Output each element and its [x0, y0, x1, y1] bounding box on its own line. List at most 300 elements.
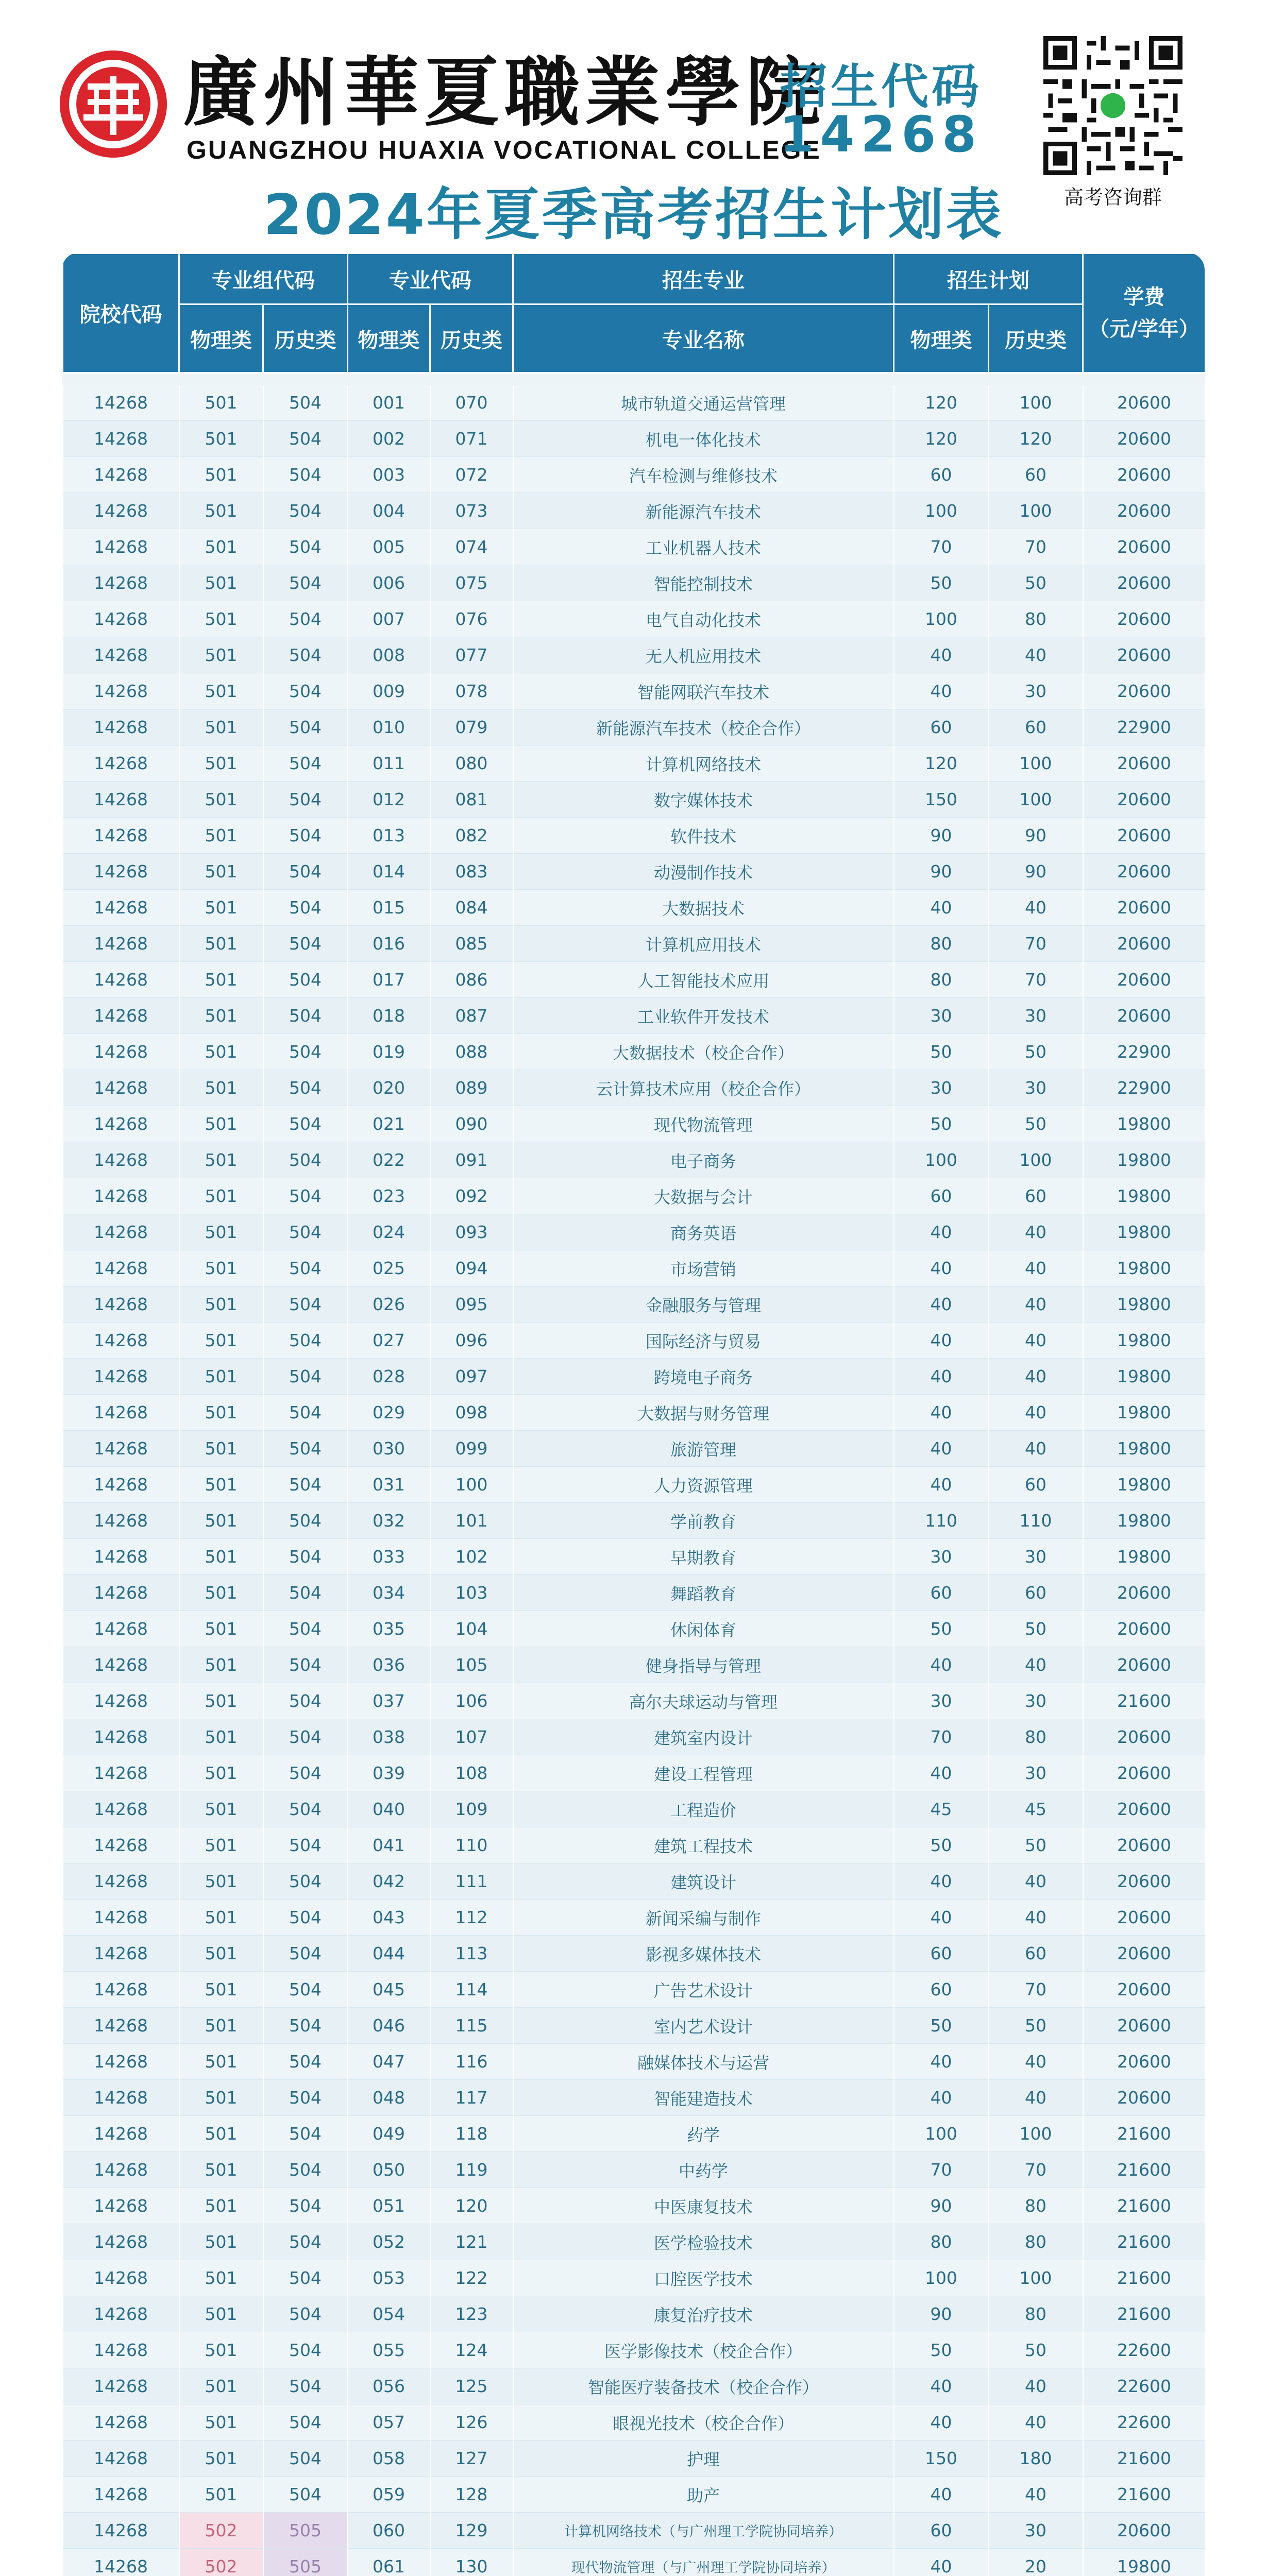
cell-major-name: 中药学: [513, 2152, 894, 2188]
cell-plan-physics: 60: [894, 1575, 989, 1611]
cell-group-physics: 501: [179, 673, 263, 709]
cell-major-physics: 031: [348, 1467, 430, 1503]
cell-plan-physics: 50: [894, 1827, 989, 1863]
cell-plan-physics: 40: [894, 637, 989, 673]
cell-fee: 20600: [1083, 926, 1205, 962]
cell-school-code: 14268: [63, 637, 179, 673]
cell-major-physics: 038: [348, 1719, 430, 1755]
cell-group-history: 504: [263, 637, 348, 673]
table-row: [63, 1070, 1205, 1106]
table-row: [63, 1034, 1205, 1070]
cell-plan-physics: 70: [894, 529, 989, 565]
cell-major-history: 078: [430, 673, 513, 709]
cell-plan-history: 50: [989, 1611, 1083, 1647]
cell-major-physics: 017: [348, 962, 430, 998]
cell-group-history: 504: [263, 2188, 348, 2224]
cell-group-physics: 501: [179, 385, 263, 421]
cell-group-history: 504: [263, 1900, 348, 1936]
cell-group-physics: 501: [179, 2224, 263, 2260]
cell-plan-physics: 40: [894, 1647, 989, 1683]
cell-group-physics: 501: [179, 818, 263, 854]
cell-major-physics: 024: [348, 1214, 430, 1250]
cell-major-history: 092: [430, 1178, 513, 1214]
cell-school-code: 14268: [63, 2008, 179, 2044]
cell-group-history: 504: [263, 1431, 348, 1467]
cell-major-physics: 014: [348, 854, 430, 890]
cell-plan-history: 20: [989, 2549, 1083, 2576]
cell-plan-physics: 100: [894, 601, 989, 637]
cell-school-code: 14268: [63, 529, 179, 565]
table-row: [63, 1755, 1205, 1791]
table-row: [63, 1719, 1205, 1755]
cell-major-physics: 022: [348, 1142, 430, 1178]
header-major-physics: 物理类: [348, 304, 430, 373]
cell-major-physics: 029: [348, 1395, 430, 1431]
cell-major-name: 金融服务与管理: [513, 1286, 894, 1323]
table-row: [63, 709, 1205, 745]
cell-fee: 20600: [1083, 1755, 1205, 1791]
cell-fee: 20600: [1083, 2080, 1205, 2116]
table-row: [63, 1503, 1205, 1539]
cell-plan-physics: 150: [894, 782, 989, 818]
cell-school-code: 14268: [63, 818, 179, 854]
cell-group-history: 504: [263, 1791, 348, 1827]
header-plan-history: 历史类: [989, 304, 1083, 373]
table-row: [63, 601, 1205, 637]
cell-major-physics: 011: [348, 745, 430, 782]
table-row: [63, 2513, 1205, 2549]
cell-plan-history: 50: [989, 1106, 1083, 1142]
cell-major-name: 电子商务: [513, 1142, 894, 1178]
cell-plan-history: 40: [989, 2477, 1083, 2513]
cell-group-history: 504: [263, 2080, 348, 2116]
cell-school-code: 14268: [63, 1142, 179, 1178]
cell-major-history: 091: [430, 1142, 513, 1178]
cell-major-physics: 003: [348, 457, 430, 493]
cell-school-code: 14268: [63, 1575, 179, 1611]
cell-group-physics: 501: [179, 1323, 263, 1359]
cell-major-history: 119: [430, 2152, 513, 2188]
cell-plan-history: 70: [989, 2152, 1083, 2188]
cell-major-history: 129: [430, 2513, 513, 2549]
cell-fee: 22600: [1083, 2332, 1205, 2368]
cell-group-physics: 501: [179, 1106, 263, 1142]
cell-major-physics: 056: [348, 2368, 430, 2404]
cell-plan-history: 40: [989, 890, 1083, 926]
cell-group-history: 504: [263, 1575, 348, 1611]
cell-school-code: 14268: [63, 1467, 179, 1503]
cell-group-physics: 501: [179, 745, 263, 782]
cell-major-name: 助产: [513, 2477, 894, 2513]
table-row: [63, 1395, 1205, 1431]
table-row: [63, 2441, 1205, 2477]
table-row: [63, 529, 1205, 565]
header-fee: 学费 （元/学年）: [1083, 253, 1205, 373]
cell-major-name: 建筑工程技术: [513, 1827, 894, 1863]
cell-fee: 19800: [1083, 1539, 1205, 1575]
cell-group-physics: 501: [179, 1791, 263, 1827]
cell-plan-history: 40: [989, 1863, 1083, 1900]
table-row: [63, 854, 1205, 890]
cell-group-physics: 501: [179, 1286, 263, 1323]
cell-major-name: 大数据技术: [513, 890, 894, 926]
cell-plan-history: 80: [989, 2188, 1083, 2224]
cell-school-code: 14268: [63, 2332, 179, 2368]
cell-fee: 21600: [1083, 2260, 1205, 2296]
cell-major-history: 073: [430, 493, 513, 529]
cell-major-physics: 034: [348, 1575, 430, 1611]
table-row: [63, 2152, 1205, 2188]
cell-plan-physics: 40: [894, 2080, 989, 2116]
cell-plan-physics: 40: [894, 1286, 989, 1323]
table-row: [63, 2008, 1205, 2044]
cell-plan-physics: 40: [894, 2477, 989, 2513]
cell-plan-history: 40: [989, 2404, 1083, 2441]
cell-school-code: 14268: [63, 2080, 179, 2116]
cell-major-physics: 005: [348, 529, 430, 565]
cell-major-name: 国际经济与贸易: [513, 1323, 894, 1359]
cell-fee: 20600: [1083, 818, 1205, 854]
cell-plan-physics: 90: [894, 2296, 989, 2332]
cell-group-history: 504: [263, 2224, 348, 2260]
cell-major-history: 111: [430, 1863, 513, 1900]
cell-plan-history: 40: [989, 1431, 1083, 1467]
cell-major-history: 113: [430, 1936, 513, 1972]
cell-plan-physics: 120: [894, 745, 989, 782]
cell-major-physics: 033: [348, 1539, 430, 1575]
cell-group-physics: 501: [179, 1467, 263, 1503]
cell-school-code: 14268: [63, 962, 179, 998]
cell-school-code: 14268: [63, 2296, 179, 2332]
cell-major-history: 083: [430, 854, 513, 890]
header-plan: 招生计划: [894, 253, 1083, 304]
cell-major-history: 130: [430, 2549, 513, 2576]
table-row: [63, 1214, 1205, 1250]
cell-group-physics: 501: [179, 1611, 263, 1647]
header-major-code: 专业代码: [348, 253, 513, 304]
cell-fee: 20600: [1083, 1719, 1205, 1755]
cell-school-code: 14268: [63, 1323, 179, 1359]
cell-major-history: 127: [430, 2441, 513, 2477]
cell-plan-history: 100: [989, 1142, 1083, 1178]
table-row: [63, 1539, 1205, 1575]
cell-major-name: 融媒体技术与运营: [513, 2044, 894, 2080]
cell-major-physics: 049: [348, 2116, 430, 2152]
cell-major-physics: 021: [348, 1106, 430, 1142]
cell-plan-history: 45: [989, 1791, 1083, 1827]
cell-group-history: 504: [263, 1106, 348, 1142]
cell-plan-physics: 40: [894, 1323, 989, 1359]
cell-group-history: 504: [263, 1647, 348, 1683]
cell-fee: 20600: [1083, 854, 1205, 890]
cell-fee: 22900: [1083, 709, 1205, 745]
cell-plan-physics: 40: [894, 2368, 989, 2404]
table-row: [63, 1863, 1205, 1900]
cell-school-code: 14268: [63, 385, 179, 421]
cell-major-name: 大数据与会计: [513, 1178, 894, 1214]
cell-group-history: 504: [263, 1250, 348, 1286]
cell-plan-physics: 40: [894, 1214, 989, 1250]
cell-group-physics: 501: [179, 637, 263, 673]
cell-school-code: 14268: [63, 1936, 179, 1972]
cell-fee: 20600: [1083, 1900, 1205, 1936]
cell-group-physics: 501: [179, 2188, 263, 2224]
cell-major-history: 103: [430, 1575, 513, 1611]
cell-major-history: 088: [430, 1034, 513, 1070]
cell-major-name: 人力资源管理: [513, 1467, 894, 1503]
cell-group-physics: 501: [179, 1142, 263, 1178]
cell-major-history: 096: [430, 1323, 513, 1359]
cell-major-history: 125: [430, 2368, 513, 2404]
cell-group-history: 504: [263, 1467, 348, 1503]
cell-school-code: 14268: [63, 2441, 179, 2477]
cell-group-physics: 501: [179, 565, 263, 601]
table-row: [63, 1286, 1205, 1323]
cell-fee: 21600: [1083, 1683, 1205, 1719]
cell-fee: 20600: [1083, 457, 1205, 493]
cell-fee: 19800: [1083, 1431, 1205, 1467]
cell-major-name: 新闻采编与制作: [513, 1900, 894, 1936]
cell-major-name: 数字媒体技术: [513, 782, 894, 818]
cell-group-physics: 501: [179, 1647, 263, 1683]
cell-major-name: 智能网联汽车技术: [513, 673, 894, 709]
cell-major-history: 110: [430, 1827, 513, 1863]
cell-major-name: 大数据技术（校企合作）: [513, 1034, 894, 1070]
cell-school-code: 14268: [63, 1359, 179, 1395]
cell-plan-history: 100: [989, 2260, 1083, 2296]
cell-group-physics: 501: [179, 2368, 263, 2404]
cell-fee: 20600: [1083, 2044, 1205, 2080]
cell-major-name: 舞蹈教育: [513, 1575, 894, 1611]
cell-school-code: 14268: [63, 998, 179, 1034]
cell-school-code: 14268: [63, 890, 179, 926]
cell-group-history: 504: [263, 1503, 348, 1539]
cell-group-history: 504: [263, 1611, 348, 1647]
cell-major-physics: 015: [348, 890, 430, 926]
cell-fee: 20600: [1083, 385, 1205, 421]
cell-major-name: 计算机网络技术（与广州理工学院协同培养）: [513, 2513, 894, 2549]
cell-group-history: 504: [263, 565, 348, 601]
cell-school-code: 14268: [63, 1863, 179, 1900]
cell-group-physics: 501: [179, 1755, 263, 1791]
cell-fee: 20600: [1083, 529, 1205, 565]
cell-major-physics: 008: [348, 637, 430, 673]
cell-plan-physics: 90: [894, 2188, 989, 2224]
cell-plan-physics: 40: [894, 1900, 989, 1936]
cell-group-history: 504: [263, 421, 348, 457]
cell-plan-physics: 50: [894, 565, 989, 601]
cell-major-physics: 010: [348, 709, 430, 745]
cell-major-history: 116: [430, 2044, 513, 2080]
cell-plan-physics: 30: [894, 998, 989, 1034]
cell-major-physics: 061: [348, 2549, 430, 2576]
cell-major-history: 124: [430, 2332, 513, 2368]
cell-school-code: 14268: [63, 1972, 179, 2008]
table-row: [63, 1647, 1205, 1683]
header-major-history: 历史类: [430, 304, 513, 373]
cell-major-name: 高尔夫球运动与管理: [513, 1683, 894, 1719]
cell-school-code: 14268: [63, 1070, 179, 1106]
cell-plan-physics: 30: [894, 1539, 989, 1575]
cell-major-physics: 019: [348, 1034, 430, 1070]
cell-major-name: 新能源汽车技术（校企合作）: [513, 709, 894, 745]
cell-major-physics: 057: [348, 2404, 430, 2441]
header-major-name: 专业名称: [513, 304, 894, 373]
table-row: [63, 2368, 1205, 2404]
cell-major-history: 079: [430, 709, 513, 745]
header-plan-physics: 物理类: [894, 304, 989, 373]
cell-group-history: 504: [263, 2044, 348, 2080]
table-row: [63, 1611, 1205, 1647]
cell-plan-history: 100: [989, 782, 1083, 818]
cell-plan-physics: 40: [894, 1755, 989, 1791]
cell-major-physics: 037: [348, 1683, 430, 1719]
cell-plan-history: 80: [989, 601, 1083, 637]
table-row: [63, 1972, 1205, 2008]
table-row: [63, 2332, 1205, 2368]
cell-school-code: 14268: [63, 2044, 179, 2080]
cell-group-history: 504: [263, 1719, 348, 1755]
cell-group-physics: 501: [179, 2296, 263, 2332]
cell-group-history: 504: [263, 2441, 348, 2477]
cell-plan-physics: 100: [894, 2116, 989, 2152]
cell-major-name: 旅游管理: [513, 1431, 894, 1467]
table-row: [63, 745, 1205, 782]
cell-fee: 19800: [1083, 1106, 1205, 1142]
cell-group-history: 504: [263, 1034, 348, 1070]
cell-school-code: 14268: [63, 2549, 179, 2576]
table-row: [63, 782, 1205, 818]
cell-school-code: 14268: [63, 1431, 179, 1467]
cell-school-code: 14268: [63, 1611, 179, 1647]
cell-major-history: 074: [430, 529, 513, 565]
table-row: [63, 1250, 1205, 1286]
cell-group-physics: 502: [179, 2549, 263, 2576]
cell-major-name: 医学影像技术（校企合作）: [513, 2332, 894, 2368]
cell-group-history: 504: [263, 1755, 348, 1791]
cell-major-physics: 004: [348, 493, 430, 529]
cell-group-history: 504: [263, 2296, 348, 2332]
cell-major-name: 市场营销: [513, 1250, 894, 1286]
cell-major-history: 097: [430, 1359, 513, 1395]
cell-plan-history: 40: [989, 1250, 1083, 1286]
cell-school-code: 14268: [63, 1539, 179, 1575]
cell-major-physics: 032: [348, 1503, 430, 1539]
cell-fee: 19800: [1083, 1214, 1205, 1250]
cell-major-physics: 009: [348, 673, 430, 709]
cell-plan-history: 30: [989, 2513, 1083, 2549]
cell-plan-physics: 30: [894, 1683, 989, 1719]
cell-school-code: 14268: [63, 1106, 179, 1142]
cell-group-history: 504: [263, 2368, 348, 2404]
cell-major-history: 075: [430, 565, 513, 601]
cell-group-history: 504: [263, 818, 348, 854]
cell-group-physics: 501: [179, 1827, 263, 1863]
cell-plan-history: 70: [989, 962, 1083, 998]
cell-group-history: 504: [263, 1936, 348, 1972]
cell-group-history: 505: [263, 2513, 348, 2549]
cell-school-code: 14268: [63, 2477, 179, 2513]
table-row: [63, 2477, 1205, 2513]
cell-major-name: 学前教育: [513, 1503, 894, 1539]
cell-major-name: 工业机器人技术: [513, 529, 894, 565]
cell-major-physics: 012: [348, 782, 430, 818]
cell-major-name: 大数据与财务管理: [513, 1395, 894, 1431]
cell-major-history: 090: [430, 1106, 513, 1142]
cell-plan-history: 40: [989, 2080, 1083, 2116]
cell-group-physics: 501: [179, 1178, 263, 1214]
table-row: [63, 2080, 1205, 2116]
table-row: [63, 1683, 1205, 1719]
cell-major-history: 093: [430, 1214, 513, 1250]
cell-major-history: 109: [430, 1791, 513, 1827]
cell-group-history: 504: [263, 493, 348, 529]
cell-plan-physics: 40: [894, 1395, 989, 1431]
cell-major-name: 中医康复技术: [513, 2188, 894, 2224]
cell-fee: 21600: [1083, 2477, 1205, 2513]
cell-group-physics: 501: [179, 1503, 263, 1539]
table-row: [63, 818, 1205, 854]
cell-major-history: 098: [430, 1395, 513, 1431]
cell-plan-physics: 150: [894, 2441, 989, 2477]
cell-plan-history: 40: [989, 1395, 1083, 1431]
cell-major-history: 081: [430, 782, 513, 818]
cell-major-name: 药学: [513, 2116, 894, 2152]
table-row: [63, 1936, 1205, 1972]
cell-major-physics: 055: [348, 2332, 430, 2368]
cell-major-history: 087: [430, 998, 513, 1034]
cell-fee: 22900: [1083, 1070, 1205, 1106]
cell-fee: 22600: [1083, 2368, 1205, 2404]
cell-group-physics: 501: [179, 1250, 263, 1286]
cell-major-name: 室内艺术设计: [513, 2008, 894, 2044]
cell-major-history: 105: [430, 1647, 513, 1683]
cell-group-history: 504: [263, 1972, 348, 2008]
cell-plan-history: 80: [989, 1719, 1083, 1755]
cell-major-name: 动漫制作技术: [513, 854, 894, 890]
cell-major-physics: 047: [348, 2044, 430, 2080]
cell-major-name: 无人机应用技术: [513, 637, 894, 673]
qr-code-icon[interactable]: [1043, 36, 1182, 175]
cell-group-physics: 501: [179, 1972, 263, 2008]
cell-plan-physics: 50: [894, 2332, 989, 2368]
cell-major-history: 077: [430, 637, 513, 673]
cell-plan-history: 60: [989, 1575, 1083, 1611]
cell-group-physics: 501: [179, 998, 263, 1034]
cell-school-code: 14268: [63, 1178, 179, 1214]
page-title: 2024年夏季高考招生计划表: [263, 183, 1004, 247]
cell-group-physics: 501: [179, 2008, 263, 2044]
cell-plan-history: 50: [989, 2332, 1083, 2368]
cell-major-physics: 002: [348, 421, 430, 457]
cell-group-history: 504: [263, 1683, 348, 1719]
cell-major-history: 101: [430, 1503, 513, 1539]
cell-plan-history: 50: [989, 1034, 1083, 1070]
cell-fee: 20600: [1083, 962, 1205, 998]
cell-major-history: 126: [430, 2404, 513, 2441]
cell-school-code: 14268: [63, 1286, 179, 1323]
cell-group-history: 504: [263, 854, 348, 890]
cell-group-physics: 501: [179, 2080, 263, 2116]
cell-major-physics: 041: [348, 1827, 430, 1863]
cell-major-name: 康复治疗技术: [513, 2296, 894, 2332]
table-row: [63, 1900, 1205, 1936]
cell-plan-history: 60: [989, 1178, 1083, 1214]
table-row: [63, 926, 1205, 962]
cell-major-history: 100: [430, 1467, 513, 1503]
cell-plan-history: 70: [989, 926, 1083, 962]
cell-plan-physics: 30: [894, 1070, 989, 1106]
